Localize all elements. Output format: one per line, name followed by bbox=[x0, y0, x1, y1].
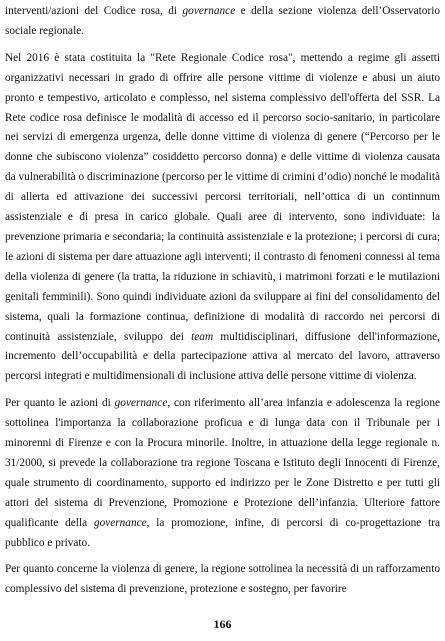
paragraph bbox=[5, 394, 440, 553]
italic-term: team bbox=[191, 330, 214, 343]
page-number: 166 bbox=[213, 617, 232, 631]
text-run: , con riferimento all’area infanzia e adolescenza la regione sottolinea l'importanza la collaborazione proficua e di lunga data con il Tribunale per i minorenni di Firenze e con la Procura minorile. Inoltre, in attuazione della legge regionale n. 31/2000, si prevede la collaborazione tra regione Toscana e Istituto degli Innocenti di Firenze, quale strumento di coordinamento, supporto ed indirizzo per le Zone Distretto e per tutti gli attori del sistema di Prevenzione, Promozione e Protezione dell’infanzia. Ulteriore fattore qualificante della bbox=[5, 397, 440, 529]
paragraph bbox=[5, 2, 440, 42]
italic-term: governance bbox=[182, 5, 236, 17]
italic-term: governance bbox=[114, 397, 168, 410]
paragraph bbox=[5, 560, 440, 600]
paragraph bbox=[5, 49, 440, 387]
text-run: e della sezione violenza dell’Osservatorio sociale regionale. bbox=[5, 5, 440, 37]
text-run: Per quanto concerne la violenza di genere, la regione sottolinea la necessità di un rafforzamento complessivo del sistema di prevenzione, protezione e sostegno, per favorire bbox=[5, 563, 440, 596]
text-run: interventi/azioni del Codice rosa, di bbox=[5, 5, 183, 17]
text-run: , la promozione, infine, di percorsi di co-progettazione tra pubblico e privato. bbox=[5, 516, 440, 549]
italic-term: governance bbox=[93, 516, 147, 529]
text-run: multidisciplinari, diffusione dell'informazione, incremento dell’occupabilità e della partecipazione attiva al mercato del lavoro, attraverso percorsi integrati e multidimensionali di inclusione attiva delle persone vittime di violenza. bbox=[5, 330, 440, 383]
text-run: Per quanto le azioni di bbox=[5, 397, 115, 410]
body-text bbox=[5, 2, 440, 600]
text-run: Nel 2016 è stata costituita la "Rete Regionale Codice rosa", mettendo a regime gli assetti organizzativi necessari in grado di offrire alle persone vittime di violenze e abusi un aiuto pronto e tempestivo, articolato e complesso, nel sistema complessivo dell'offerta del SSR. La Rete codice rosa definisce le modalità di accesso ed il percorso socio-sanitario, in particolare nei servizi di emergenza urgenza, delle donne vittime di violenza di genere (“Percorso per le donne che subiscono violenza” cosiddetto percorso donna) e delle vittime di violenza causata da vulnerabilità o discriminazione (percorso per le vittime di crimini d’odio) nonché le modalità di allerta ed attivazione dei successivi percorsi territoriali, nell’ottica di un continnum assistenziale e di presa in carico globale. Quali aree di intervento, sono individuate: la prevenzione primaria e secondaria; la continuità assistenziale e la protezione; i percorsi di cura; le azioni di sistema per dare attuazione agli interventi; il contrasto di fenomeni connessi al tema della violenza di genere (la tratta, la riduzione in schiavitù, i matrimoni forzati e le mutilazioni genitali femminili). Sono quindi individuate azioni da sviluppare ai fini del consolidamento del sistema, quali la formazione continua, definizione di modalità di raccordo nei percorsi di continuità assistenziale, sviluppo dei bbox=[5, 51, 440, 343]
